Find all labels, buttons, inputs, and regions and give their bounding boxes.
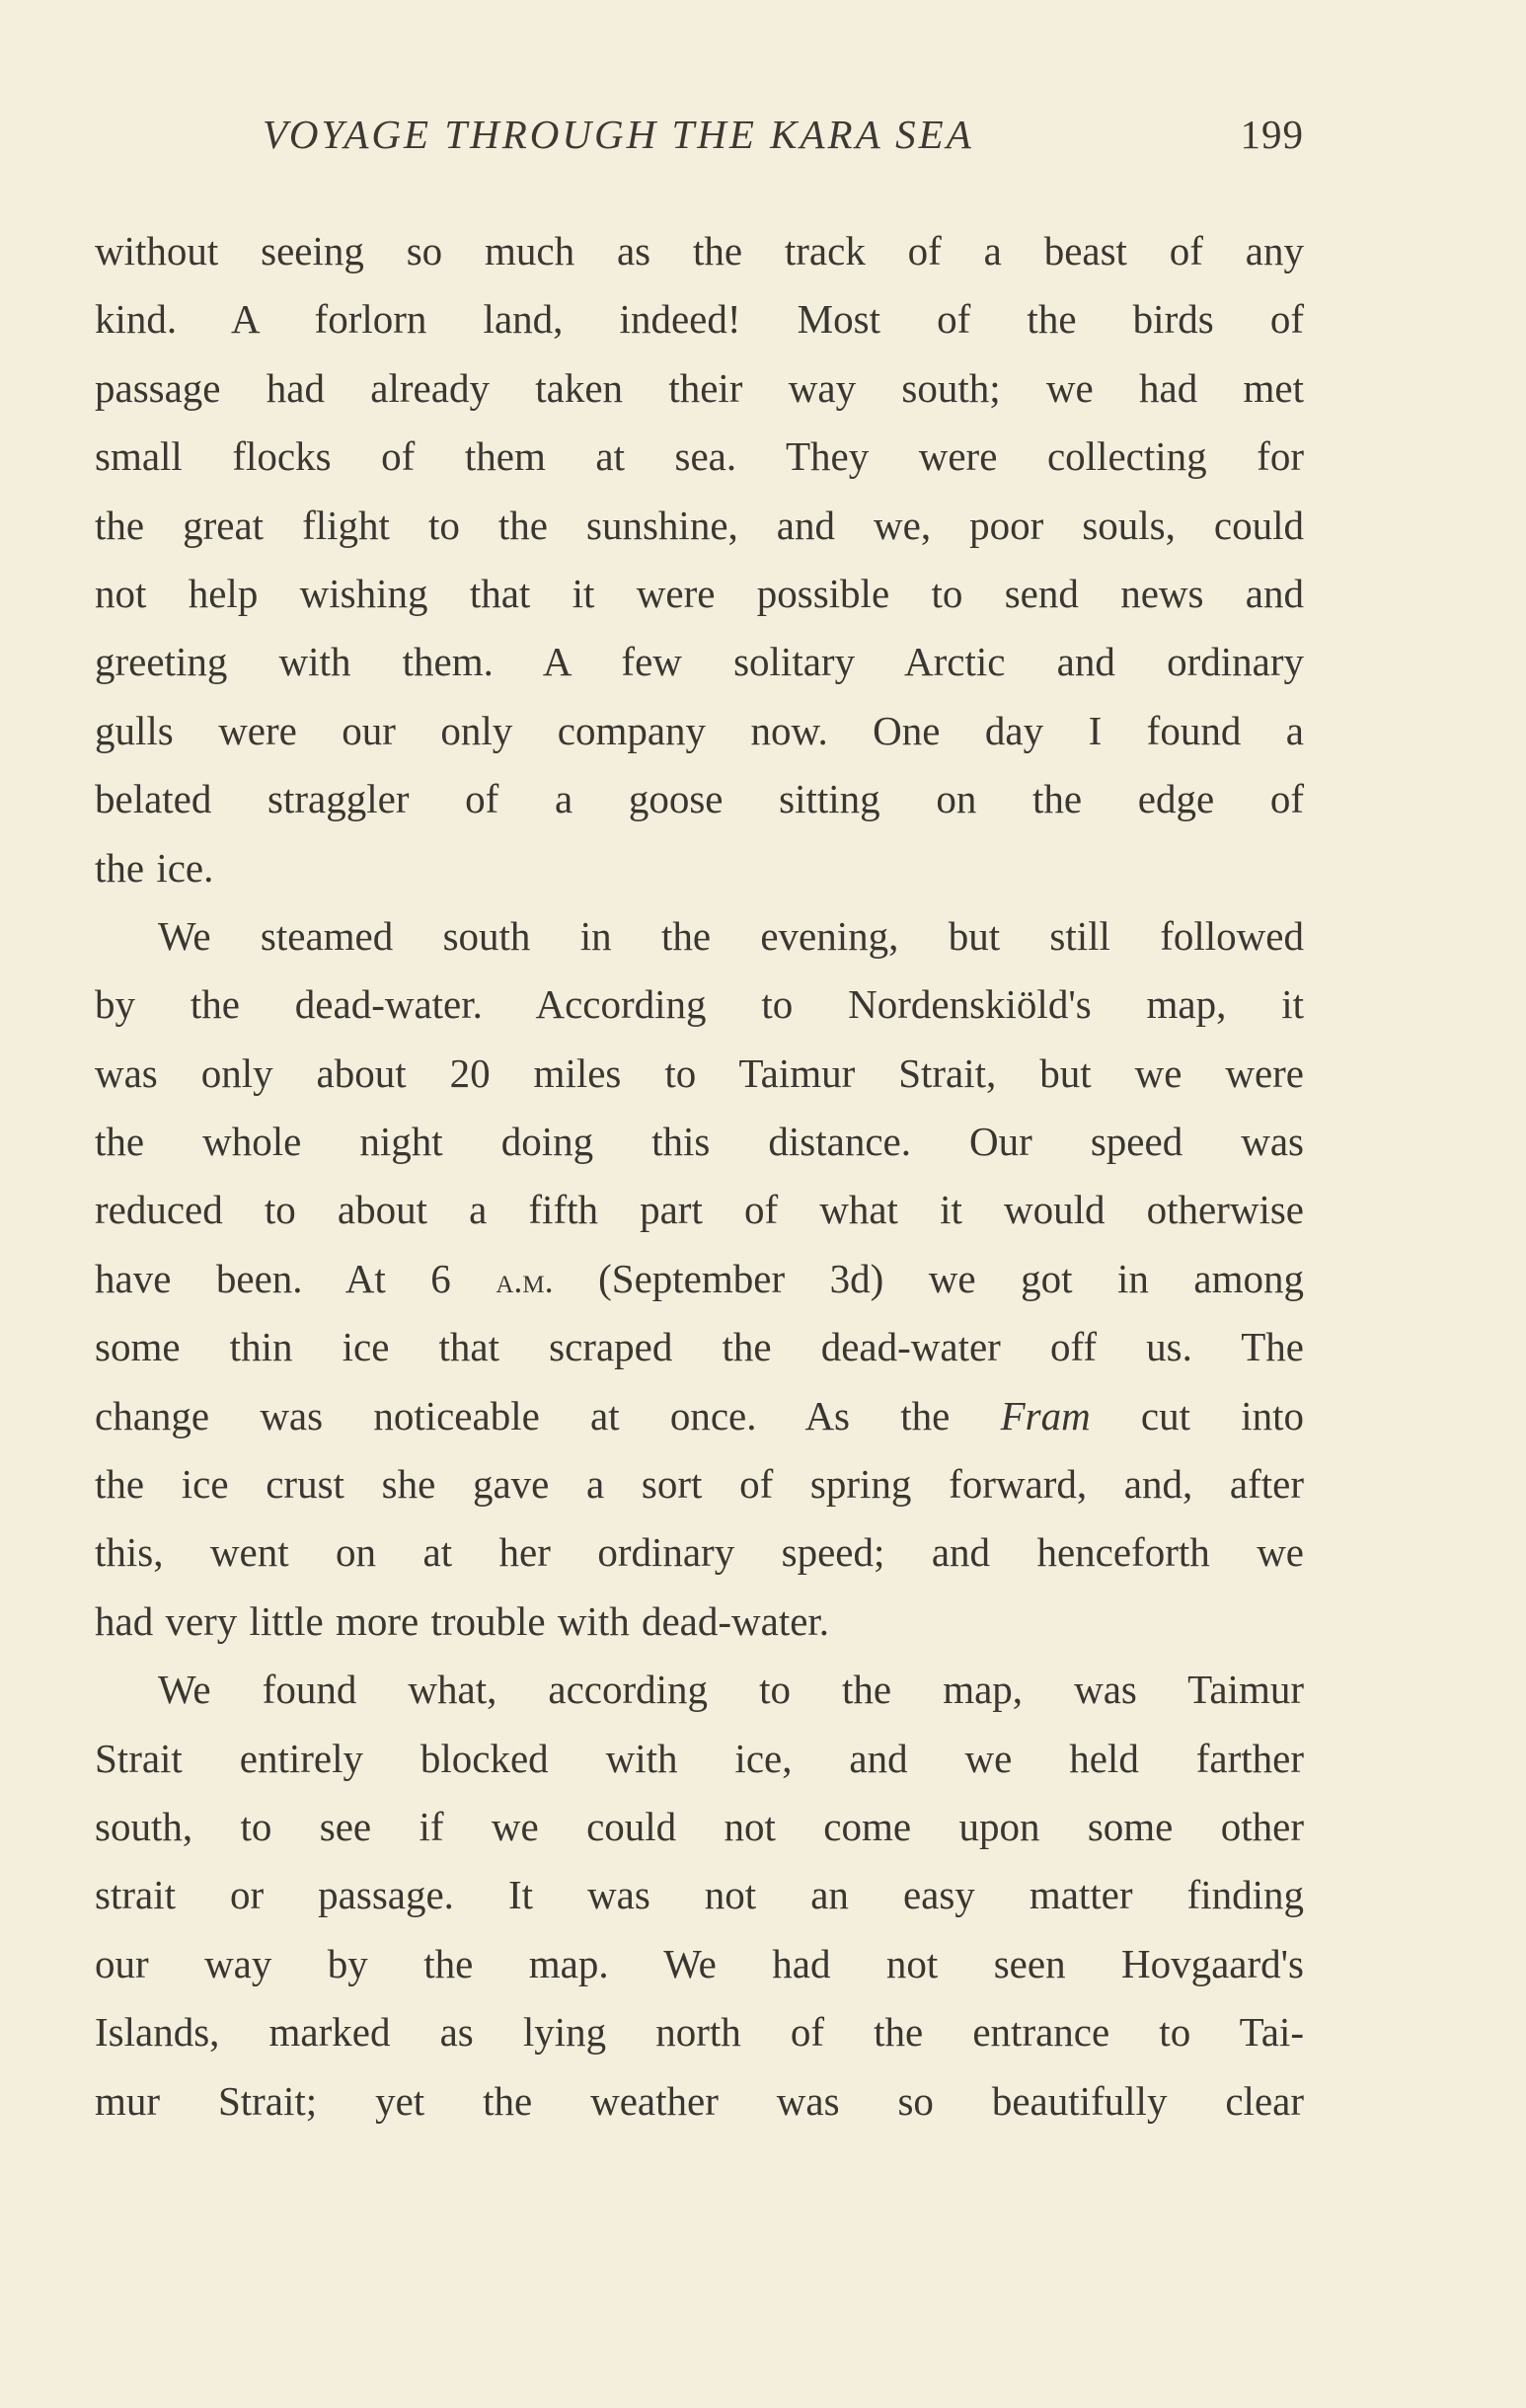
page-number: 199	[1240, 112, 1304, 157]
text-line: belated straggler of a goose sitting on the edge of	[95, 776, 1304, 822]
running-head	[95, 111, 1304, 170]
text-line: greeting with them. A few solitary Arctic and ordinary	[95, 639, 1304, 685]
text-line: kind. A forlorn land, indeed! Most of the birds of	[95, 296, 1304, 343]
text-segment: change was noticeable at once. As the	[95, 1392, 1001, 1438]
text-line: the ice crust she gave a sort of spring forward, and, after	[95, 1461, 1304, 1508]
small-caps-text: a.m.	[496, 1260, 554, 1300]
text-line: We found what, according to the map, was Taimur	[158, 1667, 1304, 1713]
text-line: by the dead-water. According to Nordenskiöld's map, it	[95, 981, 1304, 1028]
text-line: We steamed south in the evening, but still followed	[158, 912, 1304, 959]
text-line: without seeing so much as the track of a beast of any	[95, 228, 1304, 273]
text-line: south, to see if we could not come upon some other	[95, 1803, 1304, 1849]
text-line: Strait entirely blocked with ice, and we held farther	[95, 1735, 1304, 1781]
text-line: the whole night doing this distance. Our speed was	[95, 1119, 1304, 1165]
text-line: some thin ice that scraped the dead-water off us. The	[95, 1324, 1304, 1370]
text-line: gulls were our only company now. One day I found a	[95, 707, 1304, 753]
text-line	[95, 1390, 1304, 1458]
italic-ship-name: Fram	[1000, 1392, 1091, 1438]
text-line: had very little more trouble with dead-water.	[95, 1597, 830, 1644]
text-segment: have been. At 6	[95, 1255, 496, 1301]
text-line	[95, 1253, 1304, 1321]
text-line: this, went on at her ordinary speed; and henceforth we	[95, 1529, 1304, 1576]
text-line: passage had already taken their way south; we had met	[95, 364, 1304, 411]
text-line: the ice.	[95, 844, 214, 891]
text-line: small flocks of them at sea. They were collecting for	[95, 433, 1304, 480]
text-line: our way by the map. We had not seen Hovgaard's	[95, 1940, 1304, 1986]
running-title: VOYAGE THROUGH THE KARA SEA	[263, 112, 974, 157]
text-line: the great flight to the sunshine, and we, poor souls, could	[95, 502, 1304, 548]
text-line: strait or passage. It was not an easy matter finding	[95, 1872, 1304, 1918]
text-line: not help wishing that it were possible to send news and	[95, 570, 1304, 616]
body-text	[95, 225, 1304, 2143]
text-line: Islands, marked as lying north of the entrance to Tai-	[95, 2009, 1304, 2056]
text-line: was only about 20 miles to Taimur Strait, but we were	[95, 1049, 1304, 1096]
text-segment: cut into	[1090, 1392, 1305, 1438]
text-line: reduced to about a fifth part of what it would otherwise	[95, 1187, 1304, 1233]
text-line: mur Strait; yet the weather was so beautifully clear	[95, 2077, 1304, 2124]
text-segment: (September 3d) we got in among	[553, 1255, 1304, 1301]
